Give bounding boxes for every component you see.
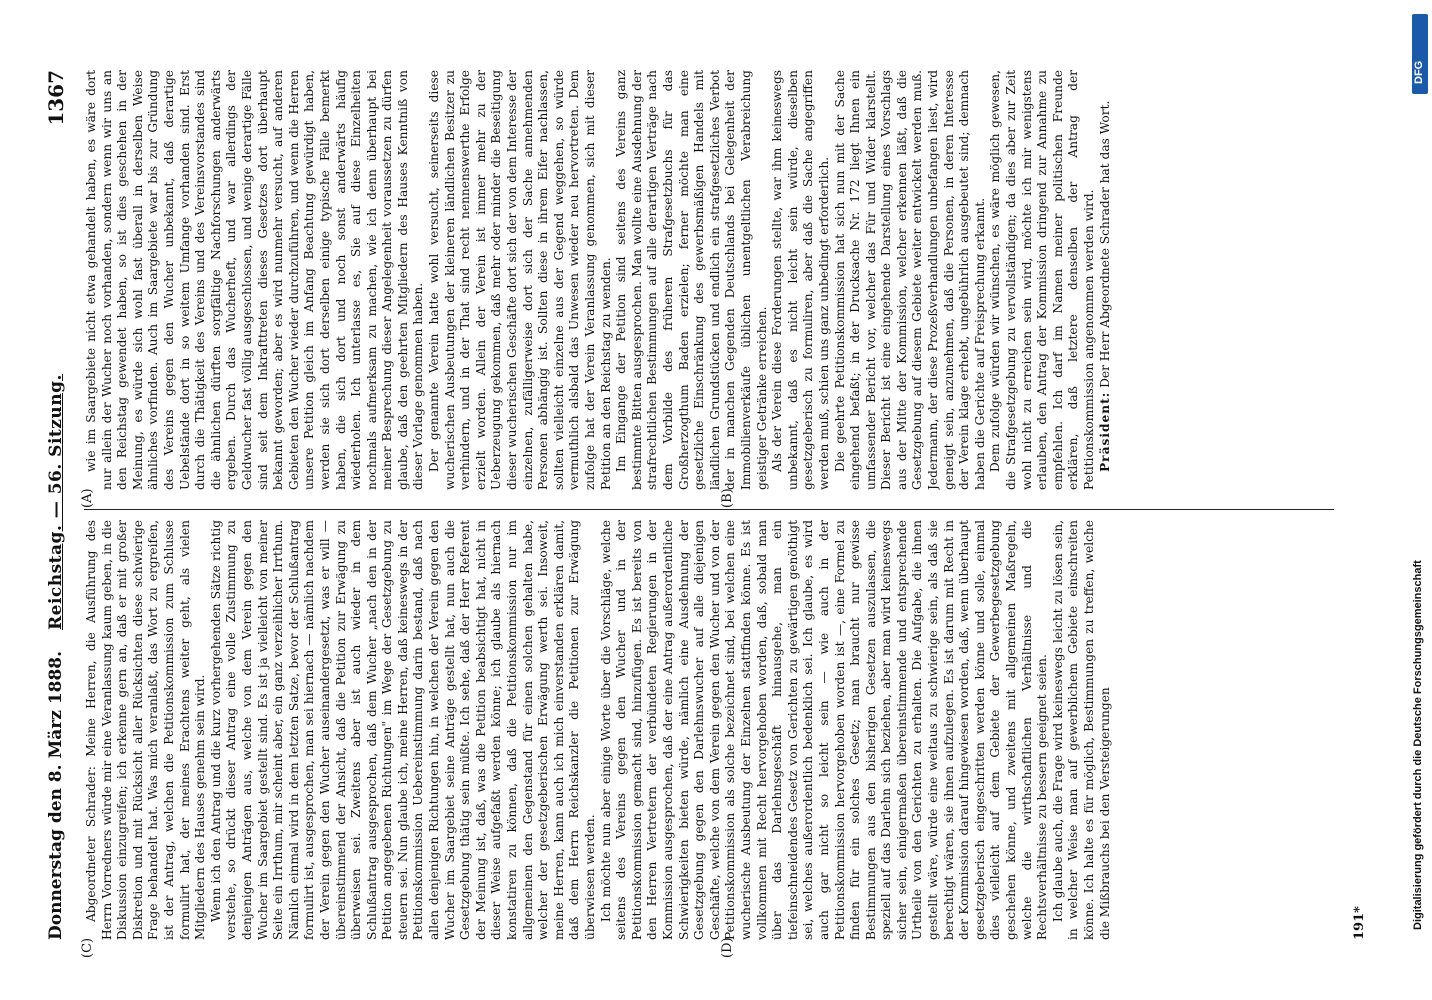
paragraph: Der genannte Verein hatte wohl versucht, seinerseits diese wucherischen Ausbeutungen der kleineren ländlichen Besitzer zu verhindern, und in der That sind recht nennenswerthe Erfolge erzielt worden. Allein der Verein ist immer mehr zu der Ueberzeugung gekommen, daß mehr oder minder die Beseitigung dieser wucherischen Geschäfte dort sich der von dem Interesse der einzelnen, zufälligerweise dort sich der Sache annehmenden Personen abhängig ist. Sollten diese in ihrem Eifer nachlassen, sollten vielleicht einzelne aus der Gegend weggehen, so würde vermuthlich alsbald das Unwesen wieder neu hervortreten. Dem zufolge hat der Verein Veranlassung genommen, sich mit dieser Petition an den Reichstag zu wenden. bbox=[427, 70, 613, 490]
paragraph: Dem zufolge würden wir wünschen, es wäre möglich gewesen, die Strafgesetzgebung zu vervollständigen; da dies aber zur Zeit wohl nicht zu erreichen sein wird, möchte ich mir wenigstens erlauben, den Antrag der Kommission dringend zur Annahme zu empfehlen. Ich darf im Namen meiner politischen Freunde erklären, daß letztere denselben der Antrag der Petitionskommission angenommen werden wird. bbox=[988, 70, 1096, 490]
dfg-logo-label: DFG bbox=[1413, 60, 1425, 84]
paragraph: Als der Verein diese Forderungen stellte, war ihm keineswegs unbekannt, daß es nicht leicht sein würde, dieselben gesetzgeberisch zu formuliren, aber daß die Sache angegriffen werden muß, schien uns ganz unbedingt erforderlich. bbox=[770, 70, 831, 490]
paragraph: Im Eingange der Petition sind seitens des Vereins ganz bestimmte Bitten ausgesprochen. Man wollte eine Ausdehnung der strafrechtlichen Bestimmungen auf alle derartigen Verträge nach dem Vorbilde des früheren Strafgesetzbuchs für das Großherzogthum Baden erzielen; ferner möchte man eine gesetzliche Einschränkung des gewerbsmäßigen Handels mit ländlichen Grundstücken und endlich ein strafgesetzliches Verbot der in manchen Gegenden Deutschlands bei Gelegenheit der Immobilienverkäufe üblichen unentgeltlichen Verabreichung geistiger Getränke erreichen. bbox=[614, 70, 769, 490]
paragraph: Wenn ich den Antrag und die kurz vorhergehenden Sätze richtig verstehe, so drückt dieser Antrag eine volle Zustimmung zu denjenigen Anträgen aus, welche von dem Verein gegen den Wucher im Saargebiet gestellt sind. Es ist ja vielleicht von meiner Seite ein Irrthum, mir scheint aber, ein ganz verzeihlicher Irrthum. Nämlich einmal wird in dem letzten Satze, bevor der Schlußantrag formulirt ist, ausgesprochen, man sei hiernach — nämlich nachdem der Verein gegen den Wucher auseinandergesetzt, was er will — übereinstimmend der Ansicht, daß die Petition zur Erwägung zu überweisen sei. Zweitens aber ist auch wieder in dem Schlußantrag ausgesprochen, daß dem Wucher „nach den in der Petition angegebenen Richtungen" im Wege der Gesetzgebung zu steuern sei. Nun glaube ich, meine Herren, daß keineswegs in der Petitionskommission Uebereinstimmung darin bestand, daß nach allen denjenigen Richtungen hin, in welchen der Verein gegen den Wucher im Saargebiet seine Anträge gestellt hat, nun auch die Gesetzgebung thätig sein müßte. Ich sehe, daß der Herr Referent der Meinung ist, daß, was die Petition beabsichtigt hat, nicht in dieser Weise aufgefaßt werden könne; ich glaube als hiernach konstatiren zu können, daß die Petitionskommission nur im allgemeinen den Gegenstand für einen solchen gehalten habe, welcher der gesetzgeberischen Erwägung werth sei. Insoweit, meine Herren, kann auch ich mich einverstanden erklären damit, daß dem Herrn Reichskanzler die Petitionen zur Erwägung überwiesen werden. bbox=[208, 520, 597, 940]
column-divider bbox=[84, 509, 1334, 510]
margin-marker-b: (B) bbox=[720, 488, 735, 508]
margin-marker-a: (A) bbox=[80, 488, 95, 508]
header-session-title: Reichstag. — 56. Sitzung. bbox=[46, 374, 66, 630]
page-header bbox=[40, 60, 80, 960]
rotated-page-content bbox=[40, 60, 1380, 960]
margin-marker-c: (C) bbox=[80, 937, 95, 958]
right-column bbox=[84, 520, 1354, 940]
dfg-logo bbox=[1412, 14, 1428, 94]
header-date: Donnerstag den 8. März 1888. bbox=[46, 650, 66, 940]
digitization-credit bbox=[1412, 110, 1428, 930]
margin-marker-d: (D) bbox=[720, 937, 735, 958]
digitization-credit-text: Digitalisierung gefördert durch die Deutsche Forschungsgemeinschaft bbox=[1412, 560, 1424, 930]
paragraph: Ich glaube auch, die Frage wird keineswegs leicht zu lösen sein, in welcher Weise man auf gewerblichem Gebiete einschreiten könne. Ich halte es für möglich, Bestimmungen zu treffen, welche die Mißbrauchs bei den Versteigerungen bbox=[1050, 520, 1112, 940]
footer-signature-mark: 191* bbox=[1352, 906, 1367, 940]
paragraph: Ich möchte nun aber einige Worte über die Vorschläge, welche seitens des Vereins gegen den Wucher und in der Petitionskommission gemacht sind, hinzufügen. Es ist bereits von den Herren Vertretern der verbündeten Regierungen in der Kommission ausgesprochen, daß der eine Antrag außerordentliche Schwierigkeiten bieten würde, nämlich eine Ausdehnung der Gesetzgebung gegen den Darlehnswucher auf alle diejenigen Geschäfte, welche von dem Verein gegen den Wucher und von der Petitionskommission als solche bezeichnet sind, bei welchen eine wucherische Ausbeutung der Einzelnen stattfinden könne. Es ist vollkommen mit Recht hervorgehoben worden, daß, sobald man über das Darlehnsgeschäft hinausgehe, man ein tiefeinschneidendes Gesetz von Gerichten zu gewärtigen genöthigt sei, welches außerordentlich bedenklich sei. Ich glaube, es wird auch gar nicht so leicht sein — wie auch in der Petitionskommission hervorgehoben worden ist —, eine Formel zu finden für ein solches Gesetz; man braucht nur gewisse Bestimmungen aus den bisherigen Gesetzen auszulassen, die speziell auf das Darlehn sich beziehen, aber man wird keineswegs sicher sein, einigermaßen übereinstimmende und entsprechende Urtheile von den Gerichten zu erhalten. Die Aufgabe, die ihnen gestellt wäre, würde eine weitaus zu schwierige sein, als daß sie berechtigt wären, sie ihnen aufzulegen. Es ist darum mit Recht in der Kommission darauf hingewiesen worden, daß, wenn überhaupt gesetzgeberisch eingeschritten werden könne und solle, einmal dies vielleicht auf dem Gebiete der Gewerbegesetzgebung geschehen könne, und zweitens mit allgemeinen Maßregeln, welche die wirthschaftlichen Verhältnisse und die Rechtsverhältnisse zu bessern geeignet seien. bbox=[598, 520, 1050, 940]
speaker-label: Präsident: bbox=[1097, 391, 1112, 472]
closing-paragraph bbox=[1098, 70, 1114, 490]
paragraph: Die geehrte Petitionskommission hat sich nun mit der Sache eingehend befaßt; in der Drucksache Nr. 172 liegt Ihnen ein umfassender Bericht vor, welcher das Für und Wider klarstellt. Dieser Bericht ist eine eingehende Darstellung eines Vorschlags aus der Mitte der Kommission, welcher erkennen läßt, daß die Gesetzgebung auf diesem Gebiete weiter entwickelt werden muß. Jedermann, der diese Prozeßverhandlungen unbefangen liest, wird geneigt sein, anzunehmen, daß die Personen, in deren Interesse der Verein klage erhebt, ungebührlich ausgebeutet sind; demnach haben die Gerichte auf Freisprechung erkannt. bbox=[832, 70, 987, 490]
speaker-text: Der Herr Abgeordnete Schrader hat das Wort. bbox=[1097, 100, 1112, 388]
paragraph: wie im Saargebiete nicht etwa gehandelt haben, es wäre dort nur allein der Wucher noch vorhanden, sondern wenn wir uns an den Reichstag gewendet haben, so ist dies geschehen in der Meinung, es würde sich wohl fast überall in derselben Weise ähnliches vorfinden. Auch im Saargebiete war bis zur Gründung des Vereins gegen den Wucher unbekannt, daß derartige Uebelstände dort in so weitem Umfange vorhanden sind. Erst durch die Thätigkeit des Vereins und des Vereinsvorstandes sind die ähnlichen dürften sorgfältige Nachforschungen anderwärts ergeben. Durch das Wucherheft, und war allerdings der Geldwucher fast völlig ausgeschlossen, und wenige derartige Fälle sind seit dem Inkrafttreten dieses Gesetzes dort überhaupt bekannt geworden; aber es wird nunmehr versucht, auf anderen Gebieten den Wucher wieder durchzuführen, und wenn die Herren unsere Petition gleich im Anfang Beachtung gewürdigt haben, werden sie sich dort derselben einige typische Fälle bemerkt haben, die sich dort und noch sonst anderwärts häufig wiederholen. Ich unterlasse es, Sie auf diese Einzelheiten nochmals aufmerksam zu machen, wie ich denn überhaupt bei meiner Besprechung dieser Angelegenheit voraussetzen zu dürfen glaube, daß den geehrten Mitgliedern des Hauses Kenntniß von dieser Vorlage genommen haben. bbox=[84, 70, 426, 490]
left-column bbox=[84, 70, 1354, 490]
paragraph: Abgeordneter Schrader: Meine Herren, die Ausführung des Herrn Vorredners würde mir eine Veranlassung kaum geben, in die Diskussion einzugreifen; ich erkenne gern an, daß er mit großer Diskretion und mit Rücksicht aller Rücksichten diese schwierige Frage behandelt hat. Was mich veranlaßt, das Wort zu ergreifen, ist der Antrag, welchen die Petitionskommission zum Schlusse formulirt hat, der meines Erachtens weiter geht, als vielen Mitgliedern des Hauses genehm sein wird. bbox=[84, 520, 208, 940]
page-number: 1367 bbox=[44, 70, 68, 126]
